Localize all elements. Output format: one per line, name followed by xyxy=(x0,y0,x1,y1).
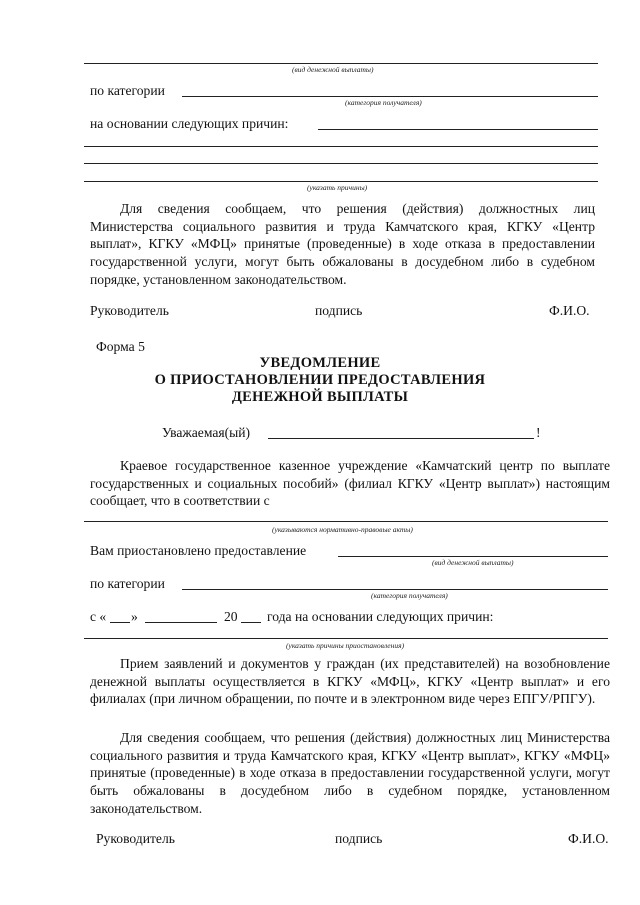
reasons-line-4 xyxy=(84,181,598,182)
payment-type-line xyxy=(84,63,598,64)
title-line-2: О ПРИОСТАНОВЛЕНИИ ПРЕДОСТАВЛЕНИЯ xyxy=(154,372,486,388)
suspended-payment-caption: (вид денежной выплаты) xyxy=(432,558,514,567)
title-line-1: УВЕДОМЛЕНИЕ xyxy=(259,355,381,371)
title-line-3: ДЕНЕЖНОЙ ВЫПЛАТЫ xyxy=(231,389,409,405)
date-month-line xyxy=(145,622,217,623)
top-signature-head: Руководитель xyxy=(90,303,169,318)
suspension-reasons-caption: (указать причины приостановления) xyxy=(286,641,405,650)
form-category-line xyxy=(182,589,608,590)
intro-paragraph: Краевое государственное казенное учреждение «Камчатский центр по выплате государственных и социальных пособий» (филиал КГКУ «Центр выплат») настоящим сообщает, что в соответствии с xyxy=(90,458,610,509)
date-year: 20 xyxy=(224,609,238,624)
reasons-caption: (указать причины) xyxy=(307,183,368,192)
date-year-line xyxy=(241,622,261,623)
date-quote-close: » xyxy=(131,609,138,624)
salutation-label: Уважаемая(ый) xyxy=(162,425,251,440)
category-caption: (категория получателя) xyxy=(345,98,422,107)
top-signature-sign: подпись xyxy=(315,303,363,318)
suspended-payment-line xyxy=(338,556,608,557)
form-signature-head: Руководитель xyxy=(96,831,175,846)
category-line xyxy=(182,96,598,97)
salutation-end: ! xyxy=(536,425,541,440)
reasons-label: на основании следующих причин: xyxy=(90,116,289,131)
reasons-line-3 xyxy=(84,163,598,164)
date-prefix: с « xyxy=(90,609,107,624)
category-label: по категории xyxy=(90,83,165,98)
legal-acts-caption: (указываются нормативно-правовые акты) xyxy=(272,525,413,534)
legal-acts-line xyxy=(84,521,608,522)
applications-paragraph: Прием заявлений и документов у граждан (их представителей) на возобновление денежной выплаты осуществляется в КГКУ «МФЦ», КГКУ «Центр выплат» и его филиалах (при личном обращении, по почте и в электронном виде через ЕПГУ/РПГУ). xyxy=(90,656,610,707)
suspended-label: Вам приостановлено предоставление xyxy=(90,543,307,558)
form-signature-sign: подпись xyxy=(335,831,383,846)
form-notice-paragraph: Для сведения сообщаем, что решения (действия) должностных лиц Министерства социального развития и труда Камчатского края, КГКУ «Центр выплат», КГКУ «МФЦ» принятые (проведенные) в ходе отказа в предоставлении государственной услуги, могут быть обжалованы в досудебном либо в судебном порядке, установленном законодательством. xyxy=(90,730,610,816)
payment-type-caption: (вид денежной выплаты) xyxy=(292,65,374,74)
reasons-line-1 xyxy=(318,129,598,130)
top-notice-paragraph: Для сведения сообщаем, что решения (действия) должностных лиц Министерства социального развития и труда Камчатского края, КГКУ «Центр выплат», КГКУ «МФЦ» принятые (проведенные) в ходе отказа в предоставлении государственной услуги, могут быть обжалованы в досудебном либо в судебном порядке, установленном законодательством. xyxy=(90,201,595,287)
date-suffix: года на основании следующих причин: xyxy=(267,609,494,624)
top-signature-name: Ф.И.О. xyxy=(549,303,590,318)
reasons-line-2 xyxy=(84,146,598,147)
form-signature-name: Ф.И.О. xyxy=(568,831,609,846)
date-day-line xyxy=(110,622,130,623)
suspension-reasons-line xyxy=(84,638,608,639)
salutation-name-line xyxy=(268,438,534,439)
form-category-label: по категории xyxy=(90,576,165,591)
form-category-caption: (категория получателя) xyxy=(371,591,448,600)
form-label: Форма 5 xyxy=(96,339,145,354)
